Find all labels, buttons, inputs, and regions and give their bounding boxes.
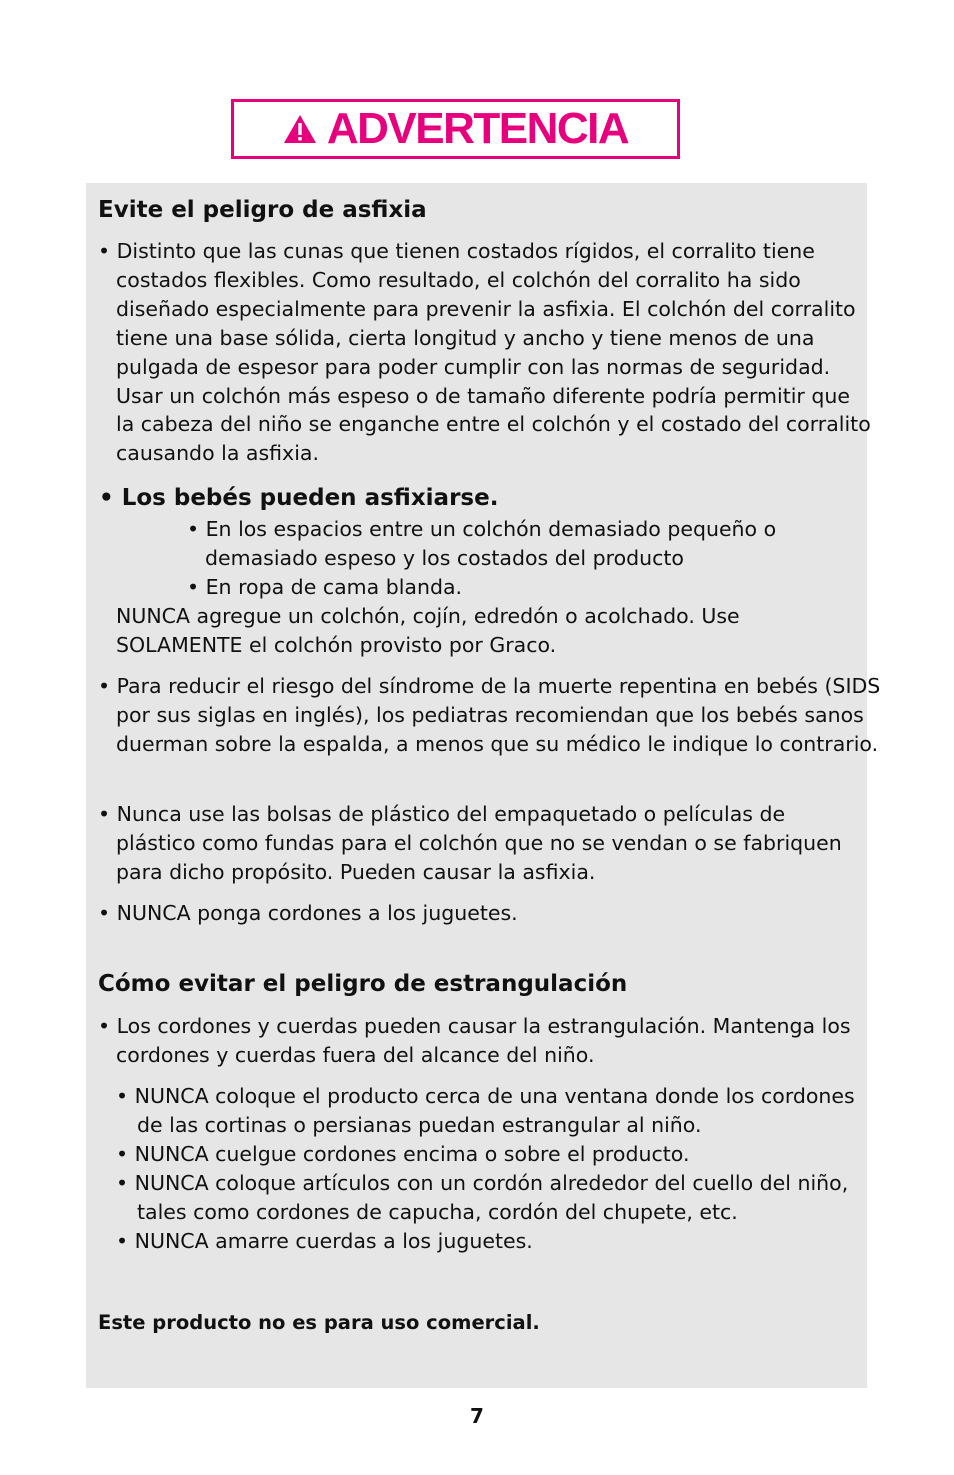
- section-title-estrangulacion: Cómo evitar el peligro de estrangulación: [98, 971, 628, 997]
- warning-triangle-icon: [283, 114, 317, 144]
- warning-banner: [231, 99, 680, 159]
- bullet-babies-suffocate: • Los bebés pueden asfixiarse.: [99, 485, 499, 511]
- sub-bullet-window: • NUNCA coloque el producto cerca de una ventana donde los cordones de las cortinas o persianas puedan estrangular al niño.: [116, 1084, 855, 1137]
- sub-bullet-toy-strings: • NUNCA amarre cuerdas a los juguetes.: [116, 1229, 533, 1253]
- bullet-plastic-bags: • Nunca use las bolsas de plástico del empaquetado o películas de plástico como fundas para el colchón que no se vendan o se fabriquen para dicho propósito. Pueden causar la asfixia.: [98, 802, 842, 884]
- bullet-sids: • Para reducir el riesgo del síndrome de la muerte repentina en bebés (SIDS por sus siglas en inglés), los pediatras recomiendan que los bebés sanos duerman sobre la espalda, a menos que su médico le indique lo contrario.: [98, 674, 881, 756]
- mattress-warning-note: NUNCA agregue un colchón, cojín, edredón o acolchado. Use SOLAMENTE el colchón provisto por Graco.: [116, 604, 740, 657]
- page-number: 7: [470, 1404, 484, 1428]
- sub-bullet-gaps: • En los espacios entre un colchón demasiado pequeño o demasiado espeso y los costados del producto: [187, 517, 777, 570]
- sub-bullet-neck-cords: • NUNCA coloque artículos con un cordón alrededor del cuello del niño, tales como cordones de capucha, cordón del chupete, etc.: [116, 1171, 849, 1224]
- warning-title: ADVERTENCIA: [326, 104, 629, 153]
- commercial-use-note: Este producto no es para uso comercial.: [98, 1311, 540, 1334]
- section-title-asfixia: Evite el peligro de asfixia: [98, 197, 427, 223]
- bullet-cords-strangulation: • Los cordones y cuerdas pueden causar la estrangulación. Mantenga los cordones y cuerdas fuera del alcance del niño.: [98, 1014, 851, 1067]
- sub-bullet-bedding: • En ropa de cama blanda.: [187, 575, 463, 599]
- bullet-rigid-sides: • Distinto que las cunas que tienen costados rígidos, el corralito tiene costados flexibles. Como resultado, el colchón del corralito ha sido diseñado especialmente para prevenir la asfixia. El colchón del corralito tiene una base sólida, cierta longitud y ancho y tiene menos de una pulgada de espesor para poder cumplir con las normas de seguridad. Usar un colchón más espeso o de tamaño diferente podría permitir que la cabeza del niño se enganche entre el colchón y el costado del corralito causando la asfixia.: [98, 239, 871, 466]
- sub-bullet-hang-cords: • NUNCA cuelgue cordones encima o sobre el producto.: [116, 1142, 690, 1166]
- bullet-toy-cords: • NUNCA ponga cordones a los juguetes.: [98, 901, 518, 925]
